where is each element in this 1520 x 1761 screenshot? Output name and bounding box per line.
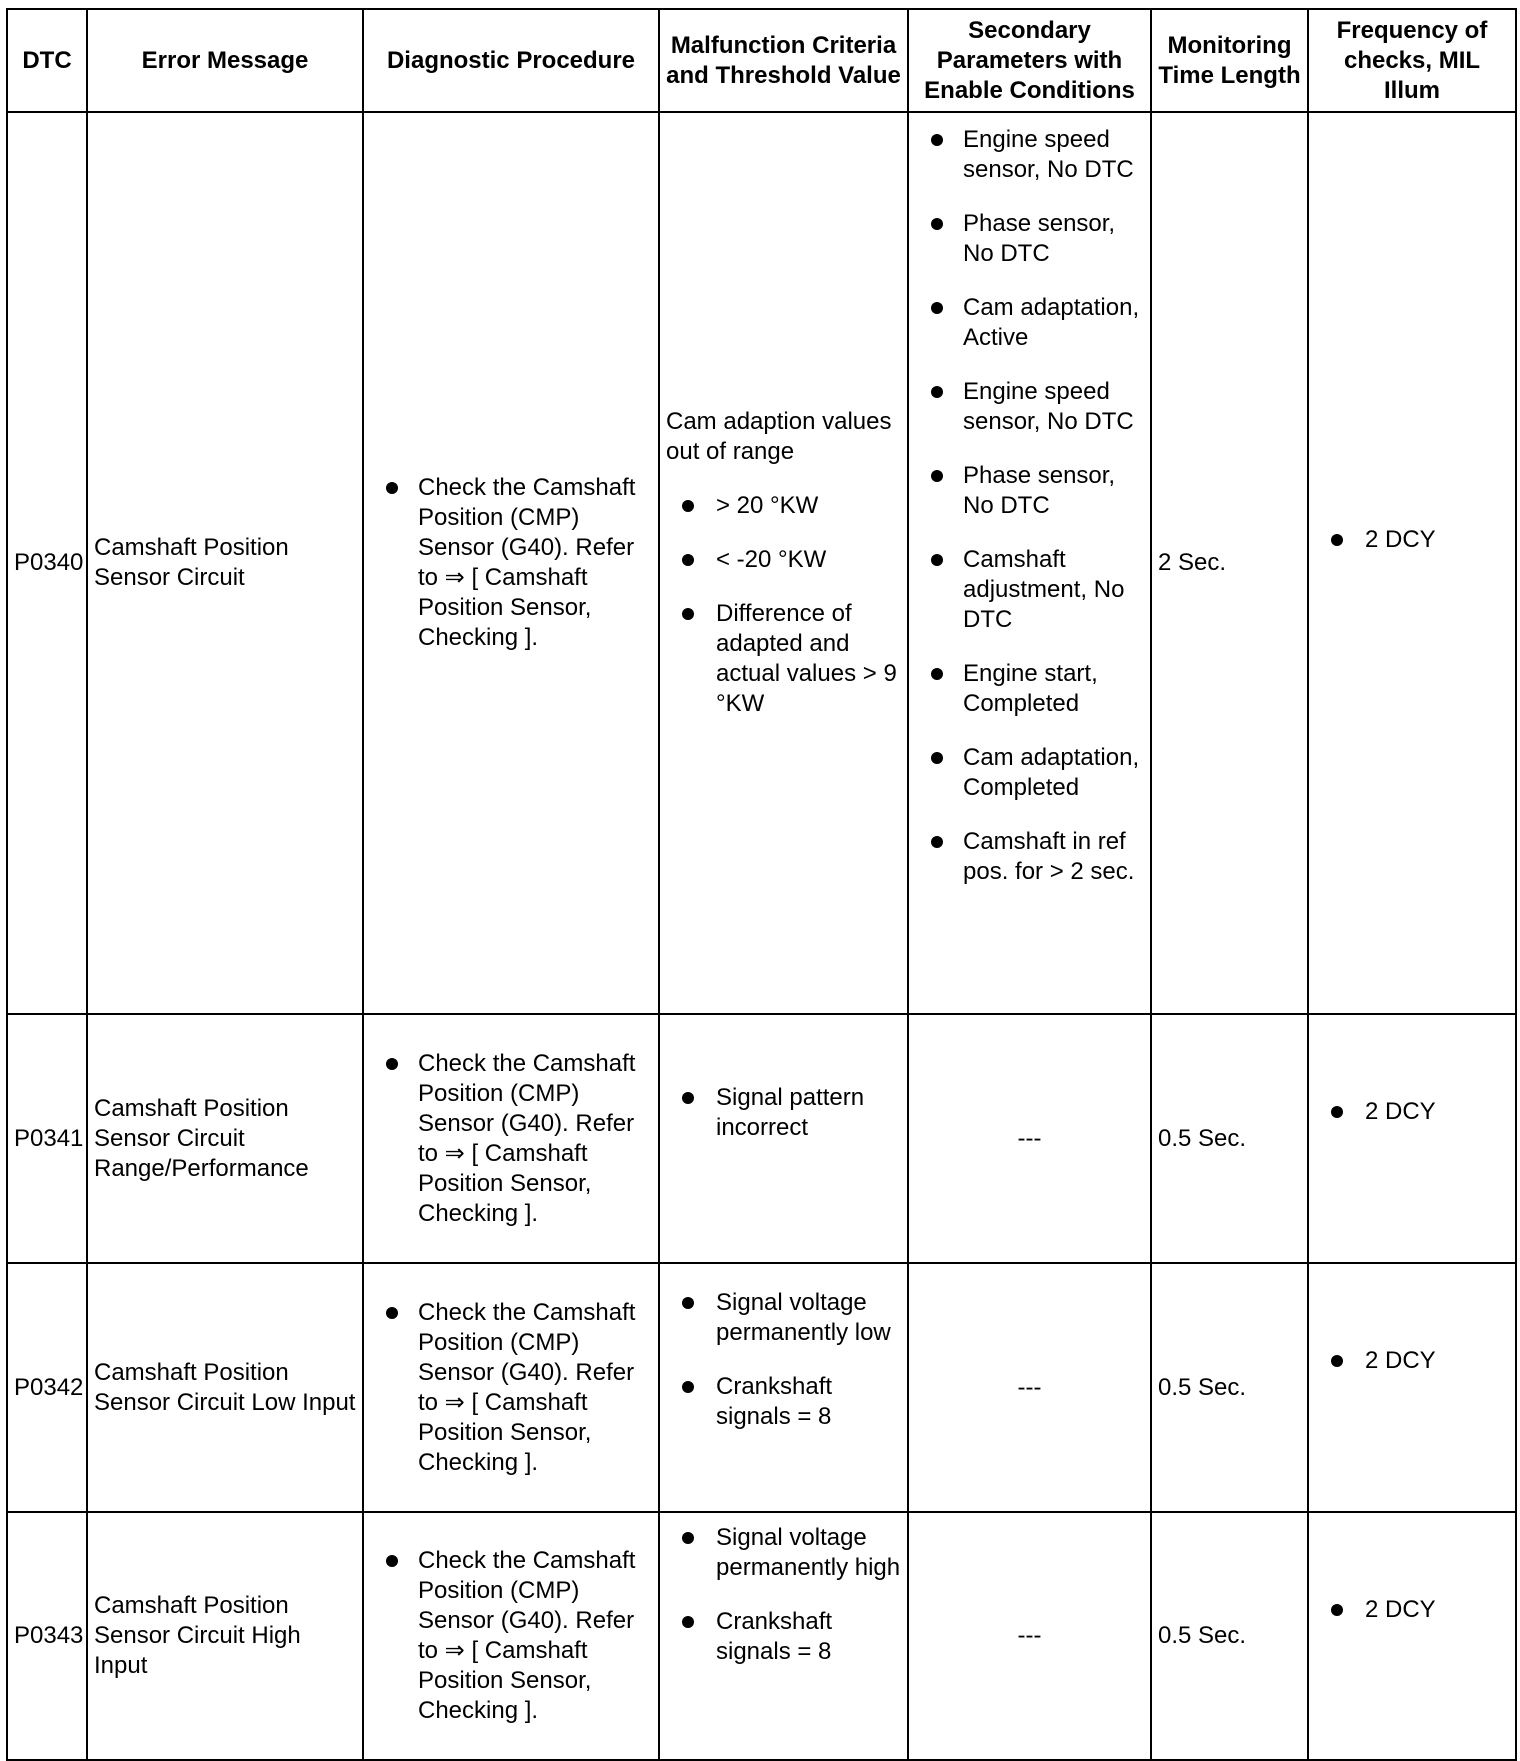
- monitoring-time: 0.5 Sec.: [1158, 1124, 1247, 1152]
- header-secondary-parameters: Secondary Parameters with Enable Conditions: [908, 9, 1151, 112]
- secondary-empty: ---: [1017, 1124, 1042, 1152]
- criteria-item: Difference of adapted and actual values > 9 °KW: [660, 599, 907, 719]
- error-message: Camshaft Position Sensor Circuit: [94, 534, 289, 591]
- secondary-item: Phase sensor, No DTC: [909, 209, 1150, 269]
- procedure-item: Check the Camshaft Position (CMP) Sensor (G40). Refer to ⇒ [ Camshaft Position Sensor, Checking ].: [364, 1546, 658, 1726]
- header-row: [7, 9, 1516, 112]
- criteria-intro: Cam adaption values out of range: [666, 408, 892, 465]
- frequency-item: 2 DCY: [1309, 1595, 1515, 1625]
- secondary-item: Engine speed sensor, No DTC: [909, 377, 1150, 437]
- error-message: Camshaft Position Sensor Circuit High Input: [94, 1592, 301, 1679]
- dtc-table: [6, 8, 1517, 1761]
- criteria-item: Crankshaft signals = 8: [660, 1607, 907, 1667]
- secondary-item: Camshaft in ref pos. for > 2 sec.: [909, 827, 1150, 887]
- frequency-item: 2 DCY: [1309, 1346, 1515, 1376]
- header-frequency: Frequency of checks, MIL Illum: [1308, 9, 1516, 112]
- table-row-p0341: [7, 1014, 1516, 1263]
- secondary-item: Engine speed sensor, No DTC: [909, 125, 1150, 185]
- secondary-item: Camshaft adjustment, No DTC: [909, 545, 1150, 635]
- monitoring-time: 0.5 Sec.: [1158, 1373, 1247, 1401]
- monitoring-time: 0.5 Sec.: [1158, 1622, 1247, 1649]
- criteria-item: Signal voltage permanently high: [660, 1523, 907, 1583]
- header-dtc: DTC: [7, 9, 87, 112]
- criteria-item: Crankshaft signals = 8: [660, 1372, 907, 1432]
- error-message: Camshaft Position Sensor Circuit Low Input: [94, 1358, 356, 1416]
- dtc-code: P0343: [14, 1622, 84, 1649]
- header-error-message: Error Message: [87, 9, 363, 112]
- dtc-code: P0342: [14, 1373, 84, 1401]
- secondary-empty: ---: [1017, 1622, 1042, 1649]
- secondary-empty: ---: [1017, 1373, 1042, 1401]
- dtc-code: P0340: [14, 549, 84, 576]
- header-diagnostic-procedure: Diagnostic Procedure: [363, 9, 659, 112]
- header-malfunction-criteria: Malfunction Criteria and Threshold Value: [659, 9, 908, 112]
- criteria-item: Signal voltage permanently low: [660, 1288, 907, 1348]
- error-message: Camshaft Position Sensor Circuit Range/Performance: [94, 1094, 309, 1182]
- header-monitoring-time: Monitoring Time Length: [1151, 9, 1308, 112]
- procedure-item: Check the Camshaft Position (CMP) Sensor (G40). Refer to ⇒ [ Camshaft Position Sensor, Checking ].: [364, 1049, 658, 1229]
- procedure-item: Check the Camshaft Position (CMP) Sensor (G40). Refer to ⇒ [ Camshaft Position Sensor, Checking ].: [364, 1298, 658, 1478]
- secondary-item: Cam adaptation, Active: [909, 293, 1150, 353]
- table-row-p0343: [7, 1512, 1516, 1760]
- secondary-item: Phase sensor, No DTC: [909, 461, 1150, 521]
- secondary-item: Cam adaptation, Completed: [909, 743, 1150, 803]
- frequency-item: 2 DCY: [1309, 1097, 1515, 1127]
- table-row-p0342: [7, 1263, 1516, 1512]
- procedure-item: Check the Camshaft Position (CMP) Sensor (G40). Refer to ⇒ [ Camshaft Position Sensor, Checking ].: [364, 473, 658, 653]
- criteria-item: Signal pattern incorrect: [660, 1083, 907, 1143]
- monitoring-time: 2 Sec.: [1158, 549, 1227, 576]
- secondary-item: Engine start, Completed: [909, 659, 1150, 719]
- frequency-item: 2 DCY: [1309, 525, 1515, 555]
- criteria-item: > 20 °KW: [660, 491, 907, 521]
- table-row-p0340: [7, 112, 1516, 1014]
- dtc-code: P0341: [14, 1124, 84, 1152]
- criteria-item: < -20 °KW: [660, 545, 907, 575]
